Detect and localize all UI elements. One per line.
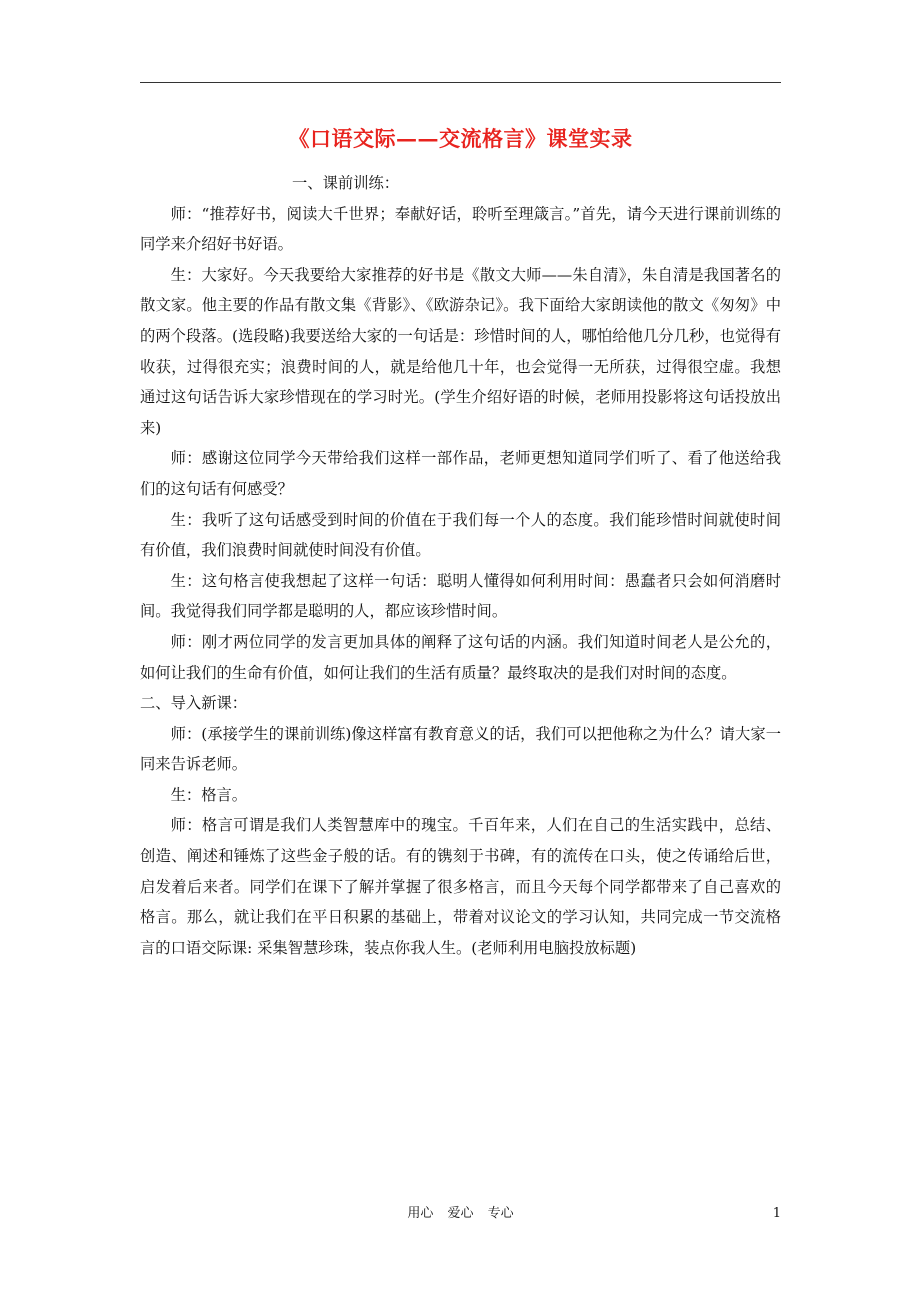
document-title: 《口语交际——交流格言》课堂实录 xyxy=(288,126,633,151)
paragraph: 生：大家好。今天我要给大家推荐的好书是《散文大师——朱自清》，朱自清是我国著名的散文家。他主要的作品有散文集《背影》、《欧游杂记》。我下面给大家朗读他的散文《匆匆》中的两个段落。(选段略)我要送给大家的一句话是：珍惜时间的人，哪怕给他几分几秒，也觉得有收获，过得很充实；浪费时间的人，就是给他几十年，也会觉得一无所获，过得很空虚。我想通过这句话告诉大家珍惜现在的学习时光。(学生介绍好语的时候，老师用投影将这句话投放出来) xyxy=(140,265,781,437)
paragraph: 师：(承接学生的课前训练)像这样富有教育意义的话，我们可以把他称之为什么？请大家一同来告诉老师。 xyxy=(140,724,781,774)
paragraph: 生：我听了这句话感受到时间的价值在于我们每一个人的态度。我们能珍惜时间就使时间有价值，我们浪费时间就使时间没有价值。 xyxy=(140,510,781,560)
section-heading-pre-class-training: 一、课前训练： xyxy=(292,174,400,192)
paragraph: 师：刚才两位同学的发言更加具体的阐释了这句话的内涵。我们知道时间老人是公允的，如何让我们的生命有价值，如何让我们的生活有质量？最终取决的是我们对时间的态度。 xyxy=(140,632,781,682)
paragraph: 师：格言可谓是我们人类智慧库中的瑰宝。千百年来，人们在自己的生活实践中，总结、创造、阐述和锤炼了这些金子般的话。有的镌刻于书碑，有的流传在口头，使之传诵给后世，启发着后来者。同学们在课下了解并掌握了很多格言，而且今天每个同学都带来了自己喜欢的格言。那么，就让我们在平日积累的基础上，带着对议论文的学习认知，共同完成一节交流格言的口语交际课: 采集智慧珍珠，装点你我人生。(老师利用电脑投放标题) xyxy=(140,816,781,957)
document-body xyxy=(140,168,781,963)
paragraph: 生：格言。 xyxy=(170,785,248,804)
paragraph: 师：感谢这位同学今天带给我们这样一部作品，老师更想知道同学们听了、看了他送给我们的这句话有何感受？ xyxy=(140,449,781,498)
page-number: 1 xyxy=(772,1206,781,1221)
paragraph: 生：这句格言使我想起了这样一句话：聪明人懂得如何利用时间：愚蠢者只会如何消磨时间。我觉得我们同学都是聪明的人，都应该珍惜时间。 xyxy=(140,571,781,621)
section-heading-new-lesson: 二、导入新课： xyxy=(140,694,248,713)
paragraph: 师：“推荐好书，阅读大千世界；奉献好话，聆听至理箴言。”首先，请今天进行课前训练的同学来介绍好书好语。 xyxy=(140,204,781,254)
footer-motto: 用心 爱心 专心 xyxy=(407,1206,514,1221)
header-rule xyxy=(140,82,781,83)
